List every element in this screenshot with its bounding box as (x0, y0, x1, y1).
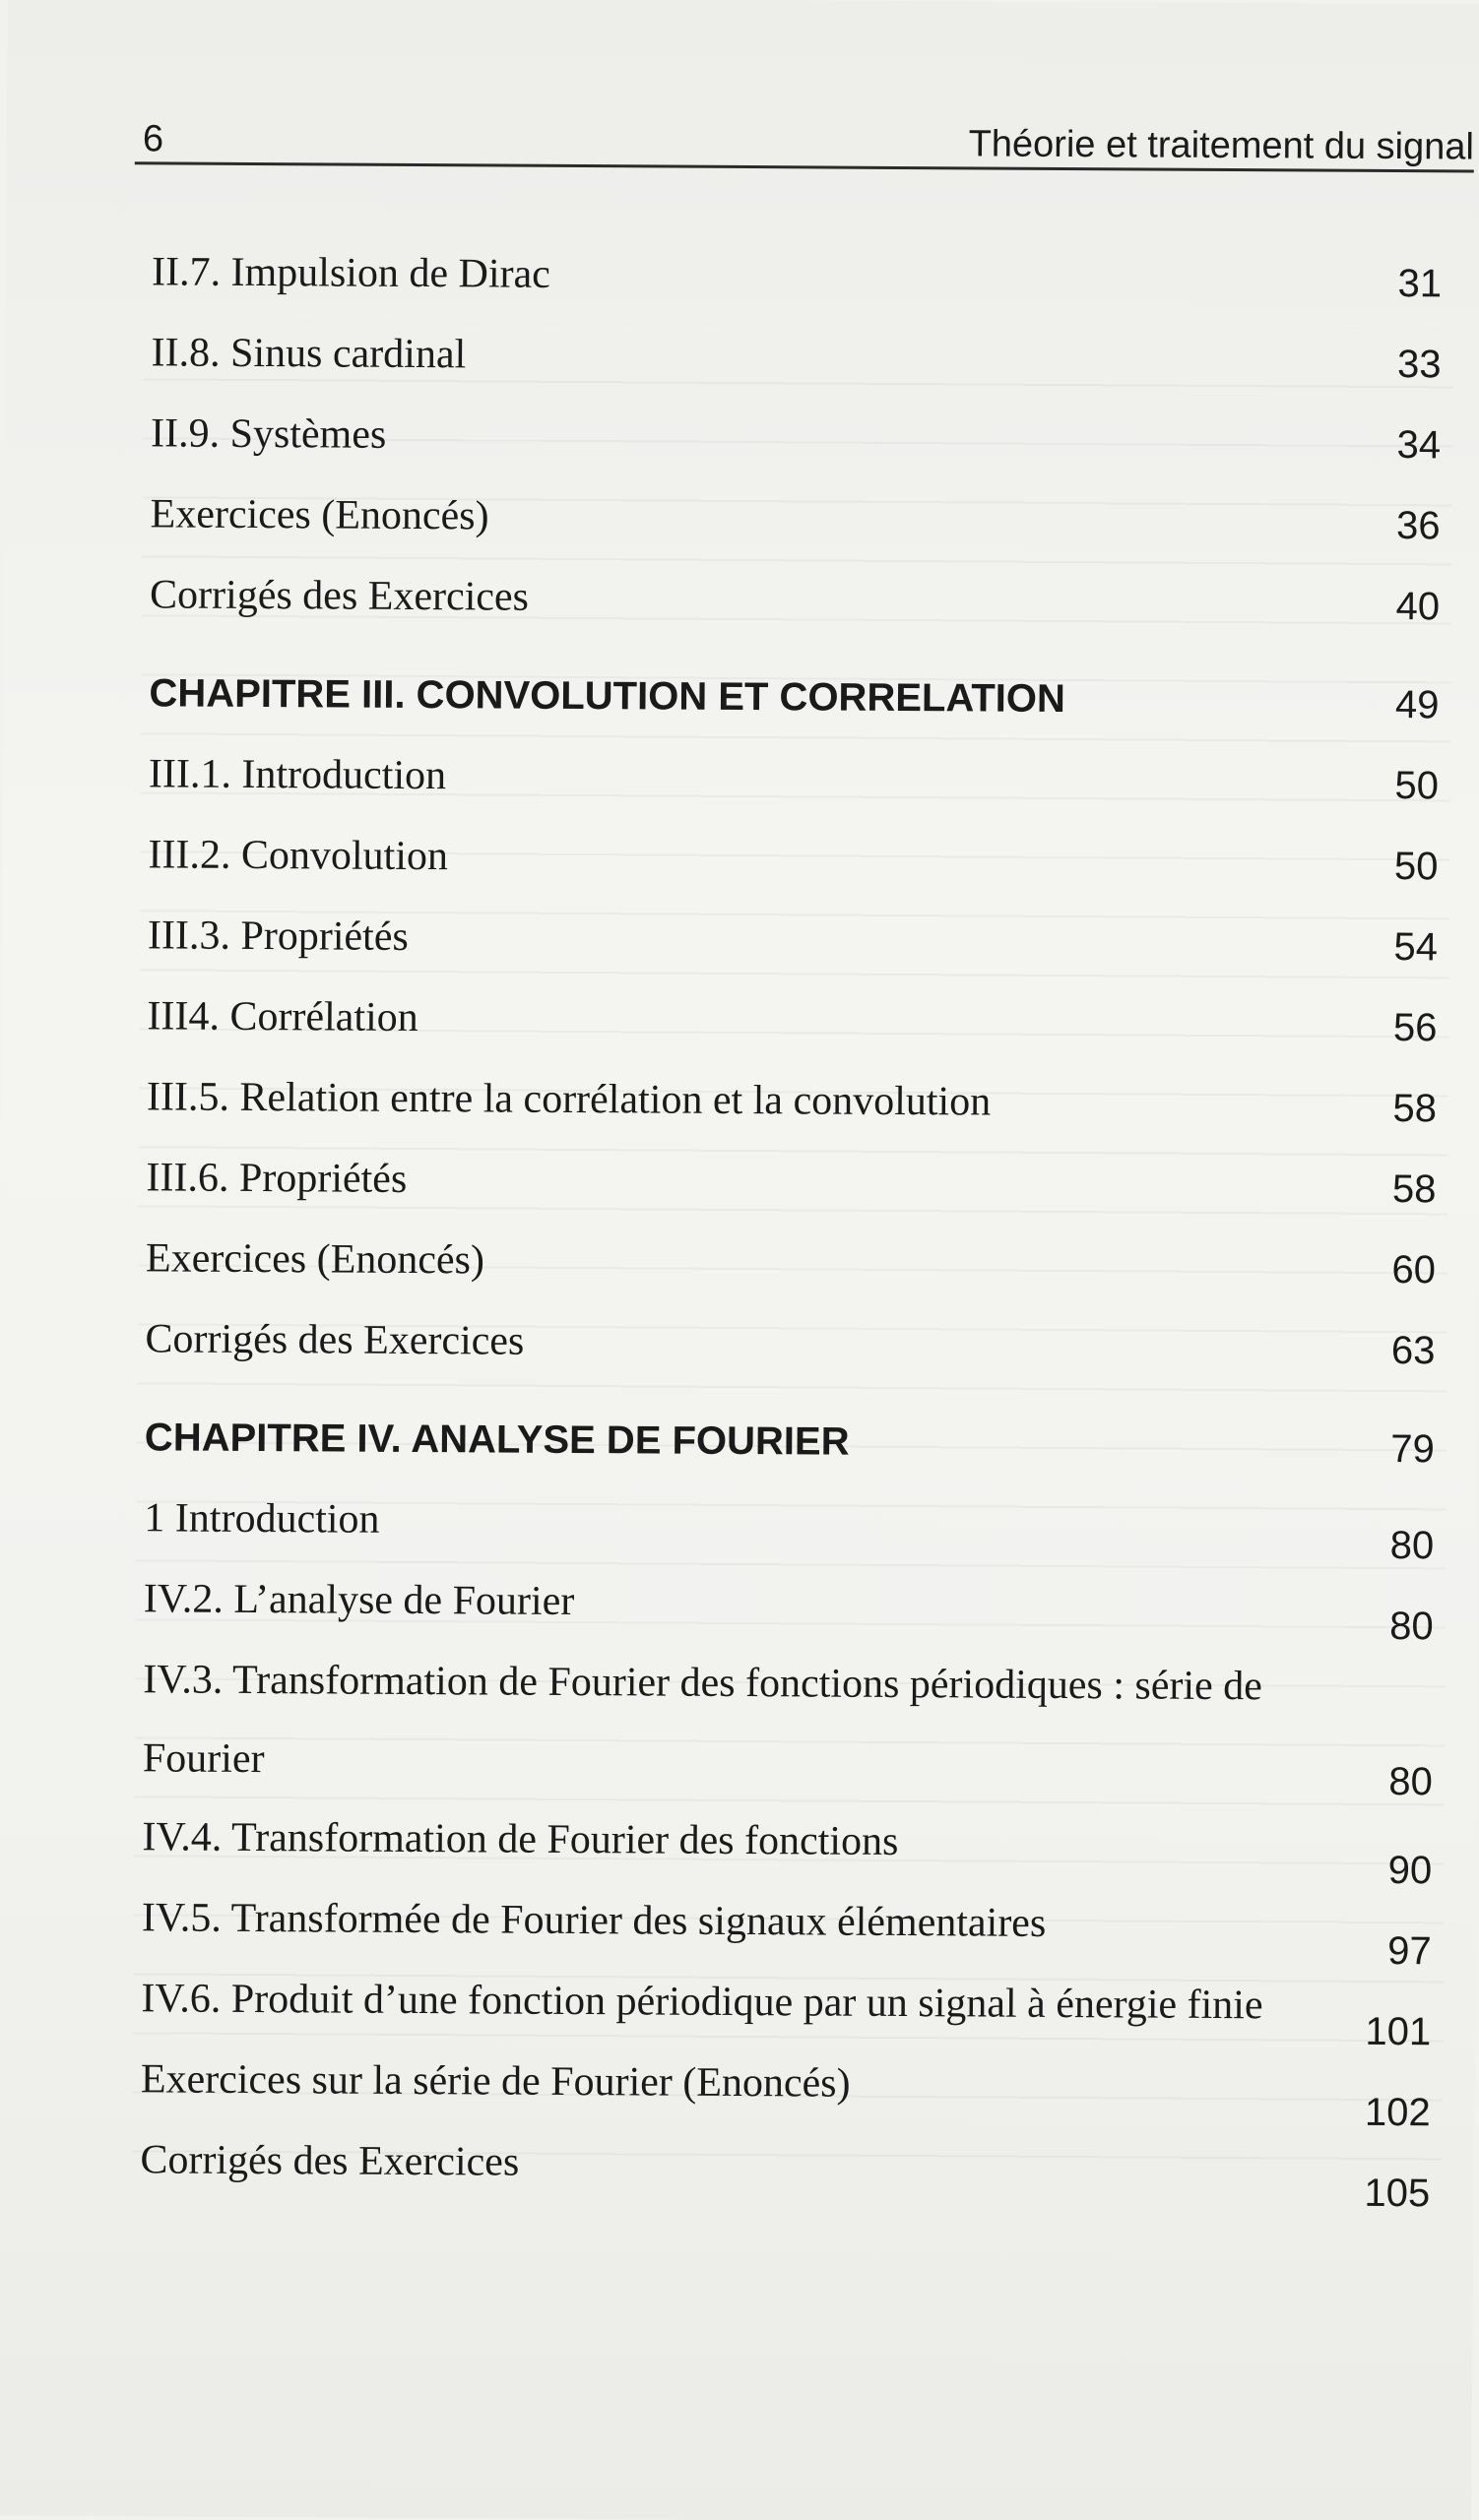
chapter-title: CHAPITRE IV. ANALYSE DE FOURIER (144, 1416, 850, 1464)
toc-entry-title: 1 Introduction (144, 1495, 380, 1543)
toc-entry-title: Exercices (Enoncés) (145, 1235, 485, 1284)
toc-entry-page: 105 (1364, 2171, 1431, 2216)
toc-entry-page: 63 (1390, 1329, 1436, 1373)
toc-entry-title: II.9. Systèmes (150, 410, 387, 458)
toc-entry-page: 102 (1364, 2090, 1431, 2135)
toc-entry-page: 33 (1396, 343, 1442, 387)
toc-entry (151, 244, 1449, 306)
toc-entry-page: 60 (1391, 1248, 1437, 1292)
toc-entry-page: 80 (1389, 1605, 1434, 1649)
toc-entry-page: 40 (1395, 585, 1441, 629)
toc-entry-title: Corrigés des Exercices (149, 572, 530, 620)
chapter-title: CHAPITRE III. CONVOLUTION ET CORRELATION (149, 671, 1065, 722)
toc-entry-title: IV.5. Transformée de Fourier des signaux élémentaires (141, 1895, 1047, 1946)
toc-entry-page: 97 (1387, 1929, 1432, 1974)
chapter-page: 79 (1390, 1427, 1435, 1472)
toc-entry-page: 54 (1393, 925, 1439, 970)
toc-entry-title: IV.3. Transformation de Fourier des fonctions périodiques : série de Fourier (142, 1657, 1263, 1783)
table-of-contents (140, 232, 1449, 2216)
toc-entry-title: III.3. Propriétés (147, 913, 409, 960)
toc-entry-title: II.8. Sinus cardinal (151, 330, 467, 378)
toc-entry-page: 50 (1393, 845, 1439, 889)
toc-entry-page: 34 (1396, 423, 1442, 468)
toc-entry-title: Corrigés des Exercices (145, 1316, 525, 1364)
toc-entry-page: 90 (1387, 1849, 1433, 1893)
toc-entry-title: Exercices sur la série de Fourier (Enoncés) (140, 2056, 851, 2107)
toc-entry-title: II.7. Impulsion de Dirac (151, 249, 550, 297)
toc-entry-page: 36 (1395, 504, 1441, 548)
toc-entry-title: Exercices (Enoncés) (150, 491, 489, 539)
toc-entry-title: III4. Corrélation (147, 993, 418, 1041)
toc-entry-page: 58 (1392, 1087, 1438, 1131)
running-title: Théorie et traitement du signal (968, 123, 1475, 168)
toc-entry-title: III.5. Relation entre la corrélation et la convolution (146, 1074, 992, 1125)
toc-entry-title: IV.2. L’analyse de Fourier (143, 1576, 575, 1624)
page-number: 6 (142, 118, 164, 160)
chapter-page: 49 (1394, 683, 1440, 727)
toc-entry-page: 50 (1394, 764, 1440, 808)
toc-entry-title: IV.6. Produit d’une fonction périodique par un signal à énergie finie (141, 1976, 1263, 2029)
toc-entry-title: III.2. Convolution (148, 832, 449, 880)
toc-entry-page: 101 (1365, 2009, 1432, 2054)
toc-entry-title: III.6. Propriétés (146, 1155, 408, 1202)
toc-entry-title: IV.4. Transformation de Fourier des fonctions (142, 1814, 899, 1864)
toc-entry-page: 80 (1388, 1760, 1433, 1804)
toc-entry-page: 58 (1391, 1167, 1437, 1212)
toc-entry-page: 80 (1389, 1524, 1435, 1568)
toc-entry-title: III.1. Introduction (148, 751, 447, 799)
toc-entry-title: Corrigés des Exercices (140, 2137, 520, 2185)
toc-entry-page: 31 (1397, 262, 1443, 306)
toc-entry-page: 56 (1392, 1006, 1438, 1050)
